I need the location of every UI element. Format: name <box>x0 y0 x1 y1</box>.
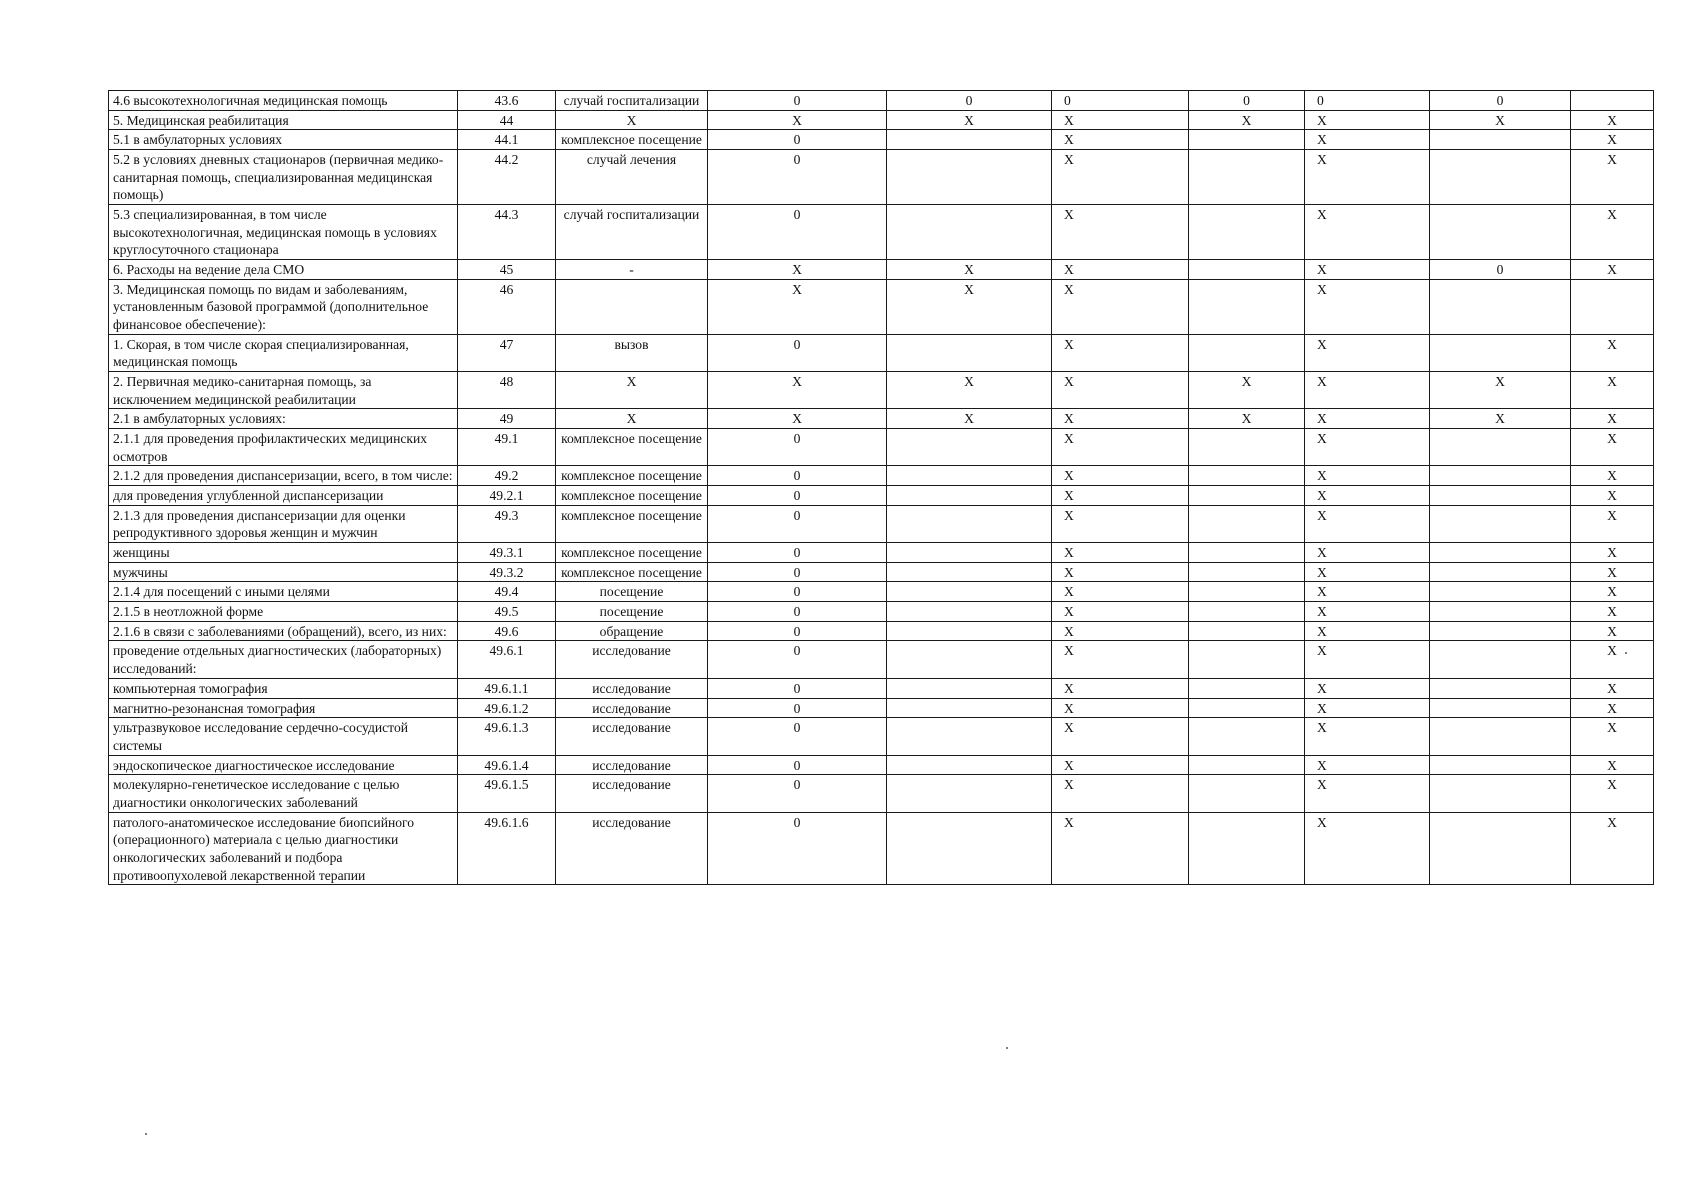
value-cell-1: 0 <box>708 755 887 775</box>
value-cell-3: Х <box>1052 775 1189 812</box>
value-cell-1: 0 <box>708 562 887 582</box>
value-cell-2 <box>887 678 1052 698</box>
value-cell-4 <box>1189 279 1305 334</box>
value-cell-6 <box>1430 582 1571 602</box>
row-name-cell: ультразвуковое исследование сердечно-сосудистой системы <box>109 718 458 755</box>
value-cell-2: Х <box>887 279 1052 334</box>
row-unit-cell: Х <box>556 372 708 409</box>
value-cell-4: Х <box>1189 409 1305 429</box>
value-cell-7: Х <box>1571 812 1654 885</box>
row-code-cell: 46 <box>458 279 556 334</box>
row-unit-cell: обращение <box>556 621 708 641</box>
table-row <box>109 429 1654 466</box>
value-cell-7: Х <box>1571 409 1654 429</box>
value-cell-7: Х <box>1571 641 1654 678</box>
table-row <box>109 678 1654 698</box>
row-name-cell: компьютерная томография <box>109 678 458 698</box>
value-cell-2 <box>887 812 1052 885</box>
value-cell-4 <box>1189 582 1305 602</box>
value-cell-3: Х <box>1052 110 1189 130</box>
value-cell-5: Х <box>1305 678 1430 698</box>
value-cell-2 <box>887 698 1052 718</box>
value-cell-7: Х <box>1571 718 1654 755</box>
value-cell-2 <box>887 334 1052 371</box>
value-cell-3: Х <box>1052 130 1189 150</box>
scan-speck <box>1006 1047 1008 1049</box>
value-cell-1: 0 <box>708 678 887 698</box>
row-code-cell: 49.6.1.1 <box>458 678 556 698</box>
value-cell-4 <box>1189 205 1305 260</box>
value-cell-1: 0 <box>708 130 887 150</box>
row-name-cell: 6. Расходы на ведение дела СМО <box>109 260 458 280</box>
value-cell-3: Х <box>1052 678 1189 698</box>
row-unit-cell: - <box>556 260 708 280</box>
row-code-cell: 49.3.1 <box>458 543 556 563</box>
value-cell-6: Х <box>1430 372 1571 409</box>
value-cell-7: Х <box>1571 260 1654 280</box>
value-cell-3: Х <box>1052 621 1189 641</box>
row-unit-cell: комплексное посещение <box>556 130 708 150</box>
value-cell-7: Х <box>1571 755 1654 775</box>
value-cell-1: 0 <box>708 621 887 641</box>
value-cell-1: Х <box>708 372 887 409</box>
table-row <box>109 543 1654 563</box>
value-cell-1: 0 <box>708 429 887 466</box>
value-cell-6: 0 <box>1430 91 1571 111</box>
value-cell-3: Х <box>1052 205 1189 260</box>
value-cell-4: Х <box>1189 372 1305 409</box>
table-row <box>109 110 1654 130</box>
value-cell-2: 0 <box>887 91 1052 111</box>
value-cell-6: Х <box>1430 409 1571 429</box>
value-cell-5: Х <box>1305 775 1430 812</box>
value-cell-5: Х <box>1305 602 1430 622</box>
row-name-cell: для проведения углубленной диспансеризации <box>109 486 458 506</box>
row-unit-cell: вызов <box>556 334 708 371</box>
value-cell-6 <box>1430 698 1571 718</box>
value-cell-3: Х <box>1052 755 1189 775</box>
value-cell-3: Х <box>1052 429 1189 466</box>
table-row <box>109 205 1654 260</box>
row-unit-cell: исследование <box>556 718 708 755</box>
table-row <box>109 621 1654 641</box>
value-cell-1: 0 <box>708 582 887 602</box>
value-cell-7: Х <box>1571 621 1654 641</box>
value-cell-3: Х <box>1052 334 1189 371</box>
row-name-cell: 3. Медицинская помощь по видам и заболеваниям, установленным базовой программой (дополнительное финансовое обеспечение): <box>109 279 458 334</box>
row-code-cell: 49.3.2 <box>458 562 556 582</box>
value-cell-2 <box>887 641 1052 678</box>
value-cell-6 <box>1430 678 1571 698</box>
row-code-cell: 49 <box>458 409 556 429</box>
value-cell-2: Х <box>887 110 1052 130</box>
value-cell-6 <box>1430 205 1571 260</box>
value-cell-1: Х <box>708 260 887 280</box>
value-cell-1: 0 <box>708 543 887 563</box>
value-cell-7: Х <box>1571 543 1654 563</box>
financial-volume-table <box>108 90 1654 885</box>
row-name-cell: эндоскопическое диагностическое исследование <box>109 755 458 775</box>
row-name-cell: 2.1 в амбулаторных условиях: <box>109 409 458 429</box>
value-cell-4 <box>1189 641 1305 678</box>
value-cell-5: Х <box>1305 334 1430 371</box>
value-cell-6 <box>1430 775 1571 812</box>
value-cell-4 <box>1189 130 1305 150</box>
value-cell-5: Х <box>1305 562 1430 582</box>
table-row <box>109 582 1654 602</box>
value-cell-6 <box>1430 466 1571 486</box>
value-cell-7: Х <box>1571 486 1654 506</box>
row-name-cell: 2.1.1 для проведения профилактических медицинских осмотров <box>109 429 458 466</box>
row-code-cell: 49.6.1.6 <box>458 812 556 885</box>
value-cell-3: Х <box>1052 372 1189 409</box>
value-cell-2 <box>887 150 1052 205</box>
value-cell-6 <box>1430 602 1571 622</box>
value-cell-1: 0 <box>708 775 887 812</box>
value-cell-7 <box>1571 91 1654 111</box>
value-cell-5: Х <box>1305 429 1430 466</box>
row-unit-cell: исследование <box>556 775 708 812</box>
value-cell-2 <box>887 505 1052 542</box>
row-name-cell: магнитно-резонансная томография <box>109 698 458 718</box>
value-cell-3: Х <box>1052 812 1189 885</box>
value-cell-3: Х <box>1052 562 1189 582</box>
table-row <box>109 775 1654 812</box>
table-row <box>109 641 1654 678</box>
table-row <box>109 260 1654 280</box>
value-cell-5: Х <box>1305 698 1430 718</box>
value-cell-5: Х <box>1305 466 1430 486</box>
value-cell-4 <box>1189 621 1305 641</box>
value-cell-7: Х <box>1571 372 1654 409</box>
value-cell-3: Х <box>1052 543 1189 563</box>
row-name-cell: патолого-анатомическое исследование биопсийного (операционного) материала с целью диагностики онкологических заболеваний и подбора противоопухолевой лекарственной терапии <box>109 812 458 885</box>
value-cell-6 <box>1430 130 1571 150</box>
value-cell-7: Х <box>1571 505 1654 542</box>
value-cell-4 <box>1189 602 1305 622</box>
value-cell-5: Х <box>1305 718 1430 755</box>
value-cell-4 <box>1189 562 1305 582</box>
value-cell-5: Х <box>1305 409 1430 429</box>
value-cell-1: 0 <box>708 812 887 885</box>
value-cell-5: Х <box>1305 755 1430 775</box>
table-row <box>109 486 1654 506</box>
value-cell-6 <box>1430 150 1571 205</box>
row-unit-cell: посещение <box>556 602 708 622</box>
row-unit-cell: комплексное посещение <box>556 486 708 506</box>
value-cell-4 <box>1189 543 1305 563</box>
value-cell-4 <box>1189 429 1305 466</box>
value-cell-2 <box>887 755 1052 775</box>
value-cell-1: 0 <box>708 334 887 371</box>
value-cell-5: 0 <box>1305 91 1430 111</box>
value-cell-1: 0 <box>708 602 887 622</box>
row-name-cell: 5.1 в амбулаторных условиях <box>109 130 458 150</box>
row-code-cell: 49.5 <box>458 602 556 622</box>
row-name-cell: 2. Первичная медико-санитарная помощь, за исключением медицинской реабилитации <box>109 372 458 409</box>
value-cell-5: Х <box>1305 582 1430 602</box>
value-cell-4 <box>1189 812 1305 885</box>
value-cell-6 <box>1430 621 1571 641</box>
value-cell-6 <box>1430 543 1571 563</box>
row-unit-cell: посещение <box>556 582 708 602</box>
value-cell-7: Х <box>1571 678 1654 698</box>
table-row <box>109 334 1654 371</box>
value-cell-3: Х <box>1052 641 1189 678</box>
row-code-cell: 44 <box>458 110 556 130</box>
value-cell-4 <box>1189 486 1305 506</box>
value-cell-2 <box>887 466 1052 486</box>
value-cell-5: Х <box>1305 812 1430 885</box>
value-cell-6 <box>1430 429 1571 466</box>
row-code-cell: 48 <box>458 372 556 409</box>
row-unit-cell: исследование <box>556 641 708 678</box>
value-cell-1: 0 <box>708 698 887 718</box>
row-code-cell: 49.6.1.2 <box>458 698 556 718</box>
value-cell-5: Х <box>1305 110 1430 130</box>
value-cell-7: Х <box>1571 150 1654 205</box>
value-cell-7: Х <box>1571 698 1654 718</box>
value-cell-2 <box>887 621 1052 641</box>
row-code-cell: 49.6.1.3 <box>458 718 556 755</box>
row-unit-cell: комплексное посещение <box>556 429 708 466</box>
value-cell-2 <box>887 562 1052 582</box>
table-row <box>109 372 1654 409</box>
row-unit-cell: исследование <box>556 812 708 885</box>
row-name-cell: 5.3 специализированная, в том числе высокотехнологичная, медицинская помощь в условиях круглосуточного стационара <box>109 205 458 260</box>
value-cell-3: Х <box>1052 279 1189 334</box>
row-unit-cell: Х <box>556 409 708 429</box>
row-code-cell: 49.2.1 <box>458 486 556 506</box>
row-unit-cell: случай госпитализации <box>556 91 708 111</box>
value-cell-2 <box>887 429 1052 466</box>
value-cell-2 <box>887 486 1052 506</box>
row-unit-cell: комплексное посещение <box>556 505 708 542</box>
value-cell-5: Х <box>1305 279 1430 334</box>
value-cell-4 <box>1189 775 1305 812</box>
value-cell-5: Х <box>1305 486 1430 506</box>
value-cell-7: Х <box>1571 130 1654 150</box>
value-cell-5: Х <box>1305 260 1430 280</box>
row-code-cell: 49.6.1 <box>458 641 556 678</box>
value-cell-3: 0 <box>1052 91 1189 111</box>
value-cell-7: Х <box>1571 562 1654 582</box>
value-cell-1: Х <box>708 110 887 130</box>
value-cell-4 <box>1189 334 1305 371</box>
row-name-cell: 2.1.3 для проведения диспансеризации для оценки репродуктивного здоровья женщин и мужчин <box>109 505 458 542</box>
scan-speck <box>145 1133 147 1135</box>
row-name-cell: молекулярно-генетическое исследование с целью диагностики онкологических заболеваний <box>109 775 458 812</box>
value-cell-1: 0 <box>708 718 887 755</box>
value-cell-1: 0 <box>708 205 887 260</box>
value-cell-3: Х <box>1052 698 1189 718</box>
value-cell-4: 0 <box>1189 91 1305 111</box>
value-cell-1: 0 <box>708 91 887 111</box>
value-cell-1: 0 <box>708 150 887 205</box>
value-cell-1: 0 <box>708 486 887 506</box>
value-cell-7: Х <box>1571 582 1654 602</box>
value-cell-7: Х <box>1571 205 1654 260</box>
row-code-cell: 44.2 <box>458 150 556 205</box>
value-cell-2: Х <box>887 409 1052 429</box>
value-cell-5: Х <box>1305 130 1430 150</box>
value-cell-5: Х <box>1305 641 1430 678</box>
table-row <box>109 409 1654 429</box>
value-cell-4 <box>1189 150 1305 205</box>
value-cell-3: Х <box>1052 486 1189 506</box>
value-cell-5: Х <box>1305 621 1430 641</box>
row-code-cell: 47 <box>458 334 556 371</box>
row-code-cell: 44.1 <box>458 130 556 150</box>
row-name-cell: 2.1.6 в связи с заболеваниями (обращений), всего, из них: <box>109 621 458 641</box>
value-cell-5: Х <box>1305 543 1430 563</box>
value-cell-3: Х <box>1052 582 1189 602</box>
value-cell-3: Х <box>1052 505 1189 542</box>
row-code-cell: 49.6 <box>458 621 556 641</box>
table-row <box>109 130 1654 150</box>
value-cell-2: Х <box>887 260 1052 280</box>
table-body <box>109 91 1654 885</box>
row-code-cell: 49.1 <box>458 429 556 466</box>
value-cell-2 <box>887 205 1052 260</box>
value-cell-3: Х <box>1052 466 1189 486</box>
row-code-cell: 49.6.1.5 <box>458 775 556 812</box>
table-row <box>109 466 1654 486</box>
value-cell-4 <box>1189 718 1305 755</box>
value-cell-6: 0 <box>1430 260 1571 280</box>
row-unit-cell: исследование <box>556 755 708 775</box>
value-cell-7: Х <box>1571 429 1654 466</box>
value-cell-4 <box>1189 466 1305 486</box>
row-code-cell: 44.3 <box>458 205 556 260</box>
table-row <box>109 562 1654 582</box>
row-unit-cell: комплексное посещение <box>556 562 708 582</box>
table-row <box>109 755 1654 775</box>
value-cell-6 <box>1430 279 1571 334</box>
value-cell-1: 0 <box>708 505 887 542</box>
value-cell-2 <box>887 582 1052 602</box>
value-cell-3: Х <box>1052 718 1189 755</box>
row-name-cell: 5.2 в условиях дневных стационаров (первичная медико-санитарная помощь, специализированная медицинская помощь) <box>109 150 458 205</box>
value-cell-6 <box>1430 718 1571 755</box>
value-cell-6 <box>1430 755 1571 775</box>
row-unit-cell: исследование <box>556 698 708 718</box>
value-cell-6 <box>1430 486 1571 506</box>
row-name-cell: 2.1.5 в неотложной форме <box>109 602 458 622</box>
value-cell-2 <box>887 718 1052 755</box>
row-unit-cell: комплексное посещение <box>556 466 708 486</box>
row-code-cell: 49.4 <box>458 582 556 602</box>
value-cell-5: Х <box>1305 150 1430 205</box>
row-code-cell: 45 <box>458 260 556 280</box>
row-name-cell: 2.1.2 для проведения диспансеризации, всего, в том числе: <box>109 466 458 486</box>
value-cell-2: Х <box>887 372 1052 409</box>
value-cell-2 <box>887 130 1052 150</box>
value-cell-6 <box>1430 505 1571 542</box>
row-unit-cell <box>556 279 708 334</box>
value-cell-6: Х <box>1430 110 1571 130</box>
table-row <box>109 812 1654 885</box>
value-cell-6 <box>1430 334 1571 371</box>
value-cell-2 <box>887 602 1052 622</box>
value-cell-6 <box>1430 562 1571 582</box>
row-unit-cell: Х <box>556 110 708 130</box>
table-row <box>109 602 1654 622</box>
table-row <box>109 279 1654 334</box>
value-cell-4 <box>1189 678 1305 698</box>
value-cell-1: 0 <box>708 641 887 678</box>
value-cell-3: Х <box>1052 260 1189 280</box>
row-code-cell: 49.3 <box>458 505 556 542</box>
value-cell-7 <box>1571 279 1654 334</box>
table-row <box>109 718 1654 755</box>
value-cell-4 <box>1189 698 1305 718</box>
row-unit-cell: исследование <box>556 678 708 698</box>
row-code-cell: 43.6 <box>458 91 556 111</box>
value-cell-4 <box>1189 755 1305 775</box>
value-cell-7: Х <box>1571 775 1654 812</box>
row-code-cell: 49.2 <box>458 466 556 486</box>
value-cell-6 <box>1430 812 1571 885</box>
value-cell-1: Х <box>708 279 887 334</box>
row-name-cell: 2.1.4 для посещений с иными целями <box>109 582 458 602</box>
row-name-cell: 5. Медицинская реабилитация <box>109 110 458 130</box>
row-name-cell: проведение отдельных диагностических (лабораторных) исследований: <box>109 641 458 678</box>
value-cell-4: Х <box>1189 110 1305 130</box>
value-cell-5: Х <box>1305 372 1430 409</box>
row-name-cell: 1. Скорая, в том числе скорая специализированная, медицинская помощь <box>109 334 458 371</box>
value-cell-1: 0 <box>708 466 887 486</box>
value-cell-1: Х <box>708 409 887 429</box>
value-cell-7: Х <box>1571 110 1654 130</box>
row-unit-cell: случай госпитализации <box>556 205 708 260</box>
row-code-cell: 49.6.1.4 <box>458 755 556 775</box>
value-cell-2 <box>887 543 1052 563</box>
value-cell-6 <box>1430 641 1571 678</box>
row-name-cell: женщины <box>109 543 458 563</box>
value-cell-7: Х <box>1571 602 1654 622</box>
table-row <box>109 91 1654 111</box>
value-cell-3: Х <box>1052 409 1189 429</box>
value-cell-3: Х <box>1052 150 1189 205</box>
scan-speck <box>1625 652 1627 654</box>
value-cell-2 <box>887 775 1052 812</box>
table-row <box>109 150 1654 205</box>
value-cell-5: Х <box>1305 505 1430 542</box>
table-row <box>109 505 1654 542</box>
row-name-cell: мужчины <box>109 562 458 582</box>
value-cell-4 <box>1189 260 1305 280</box>
table-row <box>109 698 1654 718</box>
row-unit-cell: комплексное посещение <box>556 543 708 563</box>
value-cell-7: Х <box>1571 466 1654 486</box>
value-cell-5: Х <box>1305 205 1430 260</box>
value-cell-3: Х <box>1052 602 1189 622</box>
value-cell-4 <box>1189 505 1305 542</box>
row-name-cell: 4.6 высокотехнологичная медицинская помощь <box>109 91 458 111</box>
row-unit-cell: случай лечения <box>556 150 708 205</box>
value-cell-7: Х <box>1571 334 1654 371</box>
